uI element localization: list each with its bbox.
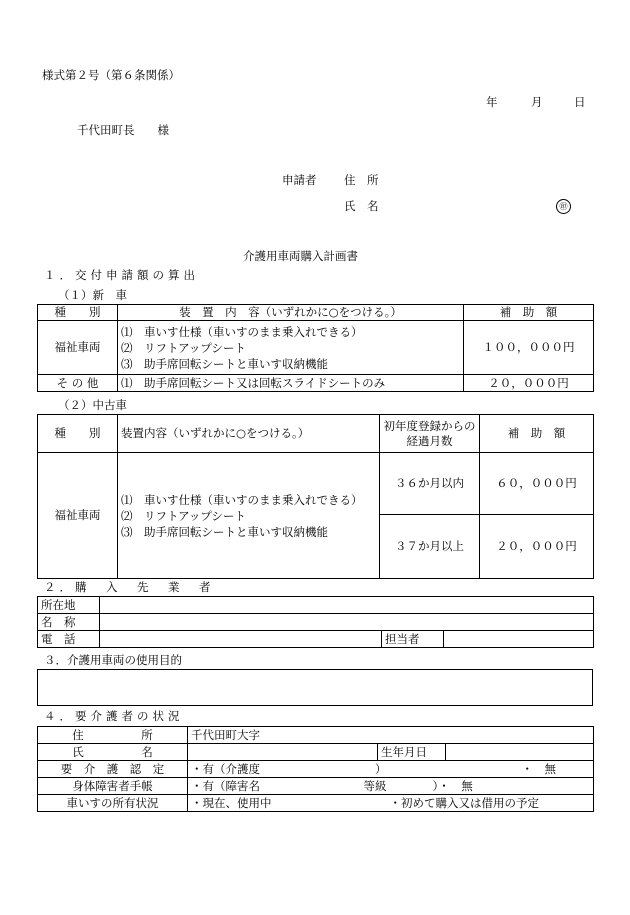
section3-heading: ３．介護用車両の使用目的 bbox=[44, 653, 182, 667]
disability-options[interactable]: ・有（障害名 等級 ）・ 無 bbox=[188, 778, 594, 795]
vendor-phone-label: 電 話 bbox=[38, 631, 100, 648]
used-item-2: ⑵ リフトアップシート bbox=[121, 508, 246, 523]
care-cert-label: 要 介 護 認 定 bbox=[38, 761, 188, 778]
birth-date-label: 生年月日 bbox=[378, 744, 446, 761]
new-row2-type: そ の 他 bbox=[38, 375, 118, 392]
used-type: 福祉車両 bbox=[38, 453, 118, 579]
date-day-label: 日 bbox=[574, 95, 586, 109]
applicant-address-label: 住 所 bbox=[344, 173, 379, 187]
new-col-device: 装 置 内 容（いずれかに○をつける。） bbox=[118, 305, 464, 321]
section1-heading: １．交付申請額の算出 bbox=[44, 268, 199, 282]
wheelchair-options[interactable] bbox=[188, 795, 594, 812]
used-row2-months: ３７か月以上 bbox=[380, 515, 480, 579]
seal-icon: ㊞ bbox=[556, 199, 571, 214]
new-col-type: 種 別 bbox=[38, 305, 118, 321]
applicant-label: 申請者 bbox=[282, 173, 317, 187]
recipient-name-field[interactable] bbox=[188, 744, 378, 761]
purpose-table bbox=[37, 669, 593, 706]
new-col-amount: 補 助 額 bbox=[464, 305, 594, 321]
care-recipient-table bbox=[37, 726, 594, 812]
new-row2-item: ⑴ 助手席回転シート又は回転スライドシートのみ bbox=[118, 375, 464, 392]
used-col-months: 初年度登録からの経過月数 bbox=[380, 415, 480, 453]
disability-label: 身体障害者手帳 bbox=[38, 778, 188, 795]
recipient-name-label: 氏 名 bbox=[38, 744, 188, 761]
used-col-amount: 補 助 額 bbox=[480, 415, 594, 453]
vendor-phone-field[interactable] bbox=[100, 631, 382, 648]
vendor-contact-label: 担当者 bbox=[382, 631, 444, 648]
vendor-table bbox=[37, 596, 594, 648]
birth-date-field[interactable] bbox=[446, 744, 594, 761]
vendor-contact-field[interactable] bbox=[444, 631, 594, 648]
used-item-1: ⑴ 車いす仕様（車いすのまま乗入れできる） bbox=[121, 492, 363, 507]
used-car-table bbox=[37, 414, 594, 579]
recipient-address-label: 住 所 bbox=[38, 727, 188, 744]
care-cert-yes[interactable]: ・有（介護度 ） bbox=[191, 761, 387, 776]
wheelchair-current[interactable]: ・現在、使用中 bbox=[191, 795, 272, 810]
new-row1-type: 福祉車両 bbox=[38, 321, 118, 375]
new-item-1: ⑴ 車いす仕様（車いすのまま乗入れできる） bbox=[121, 324, 363, 339]
wheelchair-label: 車いすの所有状況 bbox=[38, 795, 188, 812]
section4-heading: ４．要介護者の状況 bbox=[44, 709, 184, 723]
wheelchair-plan[interactable]: ・初めて購入又は借用の予定 bbox=[389, 795, 539, 810]
used-row1-months: ３６か月以内 bbox=[380, 453, 480, 515]
used-col-type: 種 別 bbox=[38, 415, 118, 453]
vendor-address-field[interactable] bbox=[100, 597, 594, 614]
used-col-device: 装置内容（いずれかに○をつける。） bbox=[118, 415, 380, 453]
used-row2-amount: ２０，０００円 bbox=[480, 515, 594, 579]
new-car-heading: （１）新 車 bbox=[58, 288, 127, 302]
date-year-label: 年 bbox=[486, 95, 498, 109]
new-car-table bbox=[37, 304, 594, 392]
vendor-name-field[interactable] bbox=[100, 614, 594, 631]
seal-mark bbox=[556, 199, 571, 214]
used-row1-amount: ６０，０００円 bbox=[480, 453, 594, 515]
document-title: 介護用車両購入計画書 bbox=[243, 249, 358, 263]
purpose-field[interactable] bbox=[38, 670, 593, 706]
new-row1-items bbox=[118, 321, 464, 375]
vendor-name-label: 名 称 bbox=[38, 614, 100, 631]
care-cert-options[interactable] bbox=[188, 761, 594, 778]
care-cert-no[interactable]: ・ 無 bbox=[521, 761, 556, 776]
used-car-heading: （２）中古車 bbox=[58, 398, 127, 412]
new-row1-amount: １００，０００円 bbox=[464, 321, 594, 375]
date-month-label: 月 bbox=[531, 95, 543, 109]
new-item-3: ⑶ 助手席回転シートと車いす収納機能 bbox=[121, 356, 328, 371]
applicant-name-label: 氏 名 bbox=[344, 199, 379, 213]
used-items bbox=[118, 453, 380, 579]
recipient-address-value[interactable]: 千代田町大字 bbox=[188, 727, 594, 744]
new-item-2: ⑵ リフトアップシート bbox=[121, 340, 246, 355]
vendor-address-label: 所在地 bbox=[38, 597, 100, 614]
form-number: 様式第２号（第６条関係） bbox=[42, 68, 180, 82]
used-item-3: ⑶ 助手席回転シートと車いす収納機能 bbox=[121, 524, 328, 539]
new-row2-amount: ２０，０００円 bbox=[464, 375, 594, 392]
addressee: 千代田町長 様 bbox=[77, 123, 169, 137]
section2-heading: ２．購 入 先 業 者 bbox=[44, 580, 215, 594]
